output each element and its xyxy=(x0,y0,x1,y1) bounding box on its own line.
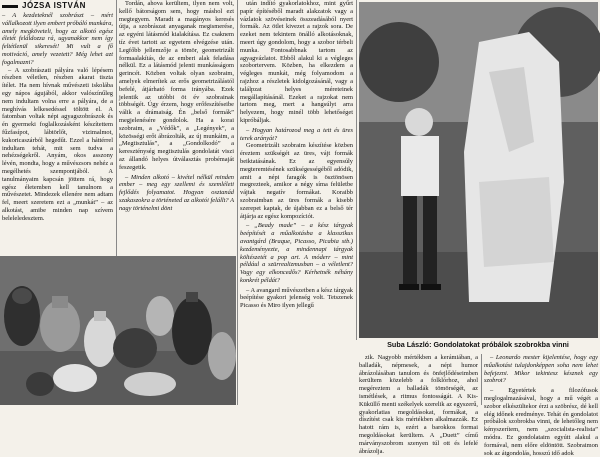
paragraph: – „Beady made” – a kész tárgyak beépítését a műalkotásba a klasszikus avantgárd (Braque, Picasso, Picabia stb.) kezdeményezte, a mindennapi tárgyak költészetét a pop art. A móderr – mint például a szürrealizmusban – a véletlent? Vagy egy elkoncedős? Kérhetnék néhány konkrét példát? xyxy=(240,222,353,284)
paragraph: Geometrizált szobraim készítése közben éreztem szükségét az üres, vájt formák beiktatásának. Ez az egyensúly megteremtésének szükségességéből adódik, amit a népi faragók is ösztönösen megrezteek, amikor a négy síma felületbe vájtak negatív formákat. Koraibb szobraimban az üres formák a kisebb szerepet kaptak, de újabban ez a belső tér átjárja az egész kompozíciót. xyxy=(240,142,353,220)
paragraph: után indító gyakorlatokhoz, mint gyűrt papír építéséből maradt alakzatok vagy a vázlatok szövéseinek összeadásából nyert formák. Az ötlet kivezet a rajzok sora. De ezeket nem tekintem önálló alkotásoknak, meert úgy gondolom, hogy a szobor térbeli munka. Fontosabbnak tartom az agyagvázlatot. Ebből alakul ki a végleges szobortervem. Közben, ha elkezdem a végleges munkát, még folyamodom a rajzhoz a részletek kidolgozásánál, vagy a találpzat helyes méreteinek megállapításánál. Ezeket a rajzokat nem tartom meg, mert a hangsúlyt arra helyezem, hogy minél több lehetőséget kipróbáljak. xyxy=(240,0,353,124)
paragraph: – Leonardo mester kijelentése, hogy egy műalkotást tulajdonképpen soha nem lehet befejezni. Mikor tekintesz késznek egy szobrot? xyxy=(484,354,598,385)
column-4-text xyxy=(359,354,478,455)
author-name: JÓZSA ISTVÁN xyxy=(22,1,86,11)
column-divider xyxy=(237,0,238,405)
paragraph: Tordán, ahova kerültem, ilyen nem volt, kellő bátorságom sem, hogy máshol ezt megtegyem. Maradt a magányos keresés útja, a szobrászat anyaganak megismerése, az egyéni látásmód kialakítása. Ez csaknem tíz évet tartott az egyetem elvégzése után. Legfőbb jellemzője a tömör, geometrizált formaalakítás, de az emberi alak feladása nélkül. Ez a látásmód jelenti munkásságom gerincét. Közben voltak olyan szobraim, amelyek elmerítek az erős geometrizálástól befelé, átjárható forma irányába. Ezek jelentik az utóbbi öt év szobrainak többségét. Úgy érzem, hogy erőfeszítéseibe válik a drámaiság. Én „belső formák” megjelenésére gondolok. Ha a korai szobraim, a „Védők”, a „Legények”, a közösségi erőt ábrázolták, az új munkáim, a „Megtisztulás”, a „Gondolkodó” a kereszténység megtisztulás gondolatát viszi az állandó helyes útválasztás probémaját feszegetik. xyxy=(119,0,234,171)
column-3-text xyxy=(240,0,353,310)
byline-rule xyxy=(2,5,18,8)
article-column-5 xyxy=(484,354,598,457)
paragraph: – Egyetértek a filozófusok meglogalmazásával, hogy a mű végét a szobor elkészültekor érzi a szöbrész, dé kell elég időnek eredménye. Tehát én gondolatot próbálok szobrokba vinni, de lehetőleg nem kényszerítem, nem „szocialista-realista” módra. Ez gondolataim egyútt alakul a formával, nem előre eldöntött. Szobraimon sok az átgondolás, hosszú idő adok xyxy=(484,387,598,457)
paragraph: – Hogyan határozod meg a tett és üres terek arányát? xyxy=(240,126,353,142)
article-column-3 xyxy=(240,0,353,405)
paragraph: – Minden alkotó – kivétel nélkül minden ember – meg egy szellemi és szemléleti fejlődés folyamatot. Hogyan osztanád szakaszokra a történeted az alkotói felállt? A nagy történelmi dönt xyxy=(119,173,234,212)
byline xyxy=(2,0,113,12)
article-column-2 xyxy=(119,0,234,255)
column-2-text xyxy=(119,0,234,213)
pottery-photo-image xyxy=(0,256,236,405)
paragraph: – A avangard művészetben a kész tárgyak beépítése gyakori jelenség volt. Tetszenek Picasso és Miro ilyen jellegű xyxy=(240,286,353,310)
sculptor-photo xyxy=(359,2,598,338)
column-1-text xyxy=(2,12,113,223)
photo-caption: Suba László: Gondolatokat próbálok szobrokba vinni xyxy=(387,340,569,349)
column-divider xyxy=(481,354,482,405)
pottery-photo xyxy=(0,256,236,405)
column-5-text xyxy=(484,354,598,457)
sculptor-photo-image xyxy=(359,2,598,338)
article-column-4 xyxy=(359,354,478,455)
column-divider xyxy=(356,0,357,340)
paragraph: – A kezdeteknél szobrászt – mért vállalkozott ilyen embert próbáló munkára, amely megköveteli, hogy az alkotó egész életét feláldozza rá, ugyanakkor nem így feltétlenül sikeresét! Mi vult a fő motiváció, amely vezetett? Még lehet azt fogalmazni? xyxy=(2,12,113,66)
paragraph: – A szobrászati pályára való lépésem részben véletlen, részben akarat tiszta ítélet. Ha nem hívnak művészeti iskolába egy nápos águjából, akkor valószínűleg nem indultam volna erre a pályára, de a meghívás lelkesedéssel töltött el. A fatomban voltak népi agyagszobrászok és én gyermeki foglalkozásként készítettem fűzfasípot, lábtörlőt, vizimalmot, kukoricaszárból hegedűt. Ezzel a háttérrel indultam tehát, mit sem tudva a nehézségekről. Anyám, okos asszony lévén, mondta, hogy a művészsors nehéz a megélhetés szempontjából. A tanulmányaim kapcsán jöttem rá, hogy egész életemben kell tanulnom a művészetet. Mindezek ellenére nem adtam fel, meert szeretem ezt a „munkát” – az alkotást, amibe minden nap szívem beleleledesztem. xyxy=(2,66,113,222)
paragraph: zik. Nagyobb mértékben a kerámiában, a balladák, népmesek, a népi humor ábrázolásában tanulom és önfejlődéseimben kerültem közelebb a folklórhoz, ahol megéreztem a balladák tömörségét, az ismétlések, a ritmus fontosságát. A Kis-Küküllő menti székelyek szerelik az egyszerű, gyakorlatias megoldásokat, formákat, a díszítést csak kis mértékben alkalmazzák. Ez hatott rám is, ezért a barokkos formai megoldásokat kerültem. A „Duett” című márványszobrom szenyen túl ott és lefelé ábrázolja. xyxy=(359,354,478,455)
